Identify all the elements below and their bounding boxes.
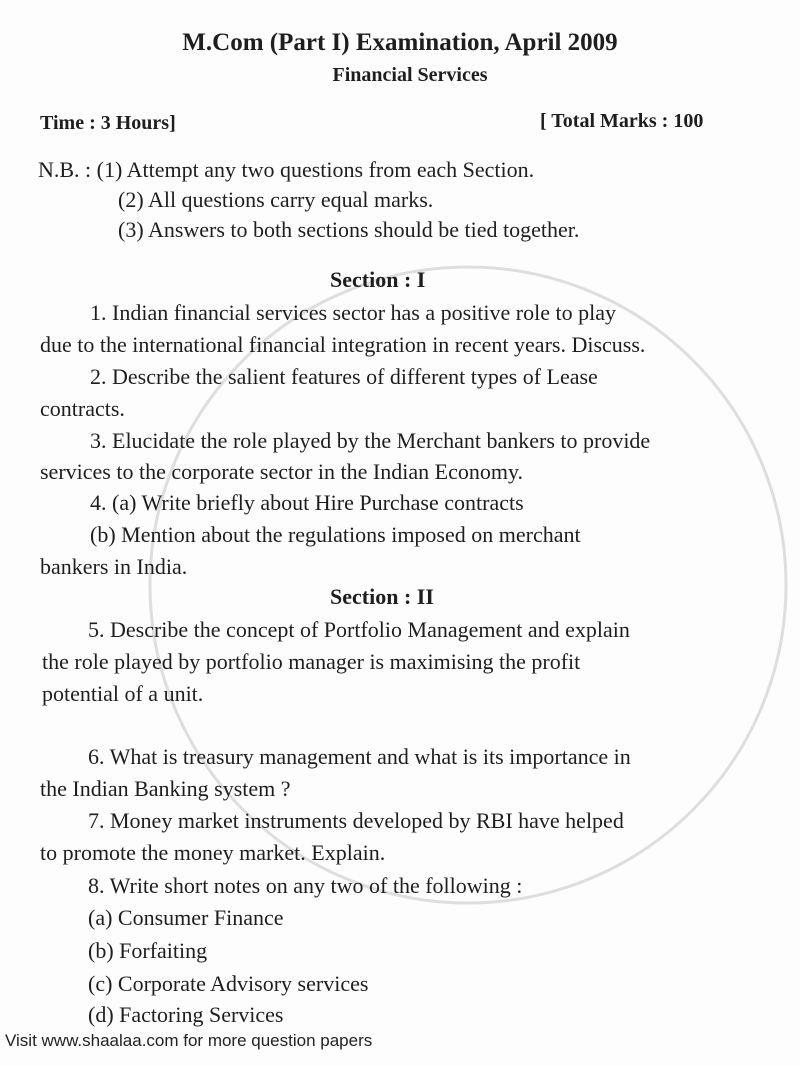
exam-title: M.Com (Part I) Examination, April 2009 <box>182 29 618 56</box>
question-line: 2. Describe the salient features of different types of Lease <box>90 364 598 389</box>
section-1-heading: Section : I <box>330 267 426 292</box>
question-line: 7. Money market instruments developed by RBI have helped <box>88 808 624 833</box>
section-2-heading: Section : II <box>330 584 434 609</box>
instruction-2: (2) All questions carry equal marks. <box>118 187 434 212</box>
question-line: contracts. <box>40 396 125 421</box>
question-line: to promote the money market. Explain. <box>40 840 386 865</box>
question-line: (a) Consumer Finance <box>88 905 284 930</box>
question-line: 8. Write short notes on any two of the following : <box>88 873 523 898</box>
instruction-1: N.B. : (1) Attempt any two questions from each Section. <box>38 157 535 182</box>
question-line: bankers in India. <box>40 554 188 579</box>
question-line: 1. Indian financial services sector has a positive role to play <box>90 300 616 325</box>
question-line: potential of a unit. <box>42 681 204 706</box>
footer-link[interactable]: Visit www.shaalaa.com for more question papers <box>5 1031 373 1050</box>
exam-time: Time : 3 Hours] <box>40 112 176 134</box>
question-line: services to the corporate sector in the Indian Economy. <box>40 459 524 484</box>
question-line: (b) Mention about the regulations imposed on merchant <box>90 522 581 547</box>
question-line: (b) Forfaiting <box>88 938 208 963</box>
question-line: 3. Elucidate the role played by the Merchant bankers to provide <box>90 428 651 453</box>
question-line: 6. What is treasury management and what is its importance in <box>88 744 631 769</box>
question-line: due to the international financial integration in recent years. Discuss. <box>40 332 646 357</box>
question-line: 5. Describe the concept of Portfolio Management and explain <box>88 617 630 642</box>
question-line: (d) Factoring Services <box>88 1002 284 1027</box>
question-line: the role played by portfolio manager is maximising the profit <box>42 649 581 674</box>
instruction-3: (3) Answers to both sections should be tied together. <box>118 217 580 242</box>
question-line: (c) Corporate Advisory services <box>88 971 369 996</box>
question-line: the Indian Banking system ? <box>40 776 291 801</box>
question-line: 4. (a) Write briefly about Hire Purchase contracts <box>90 490 524 515</box>
subject-title: Financial Services <box>332 64 488 86</box>
total-marks: [ Total Marks : 100 <box>540 110 704 132</box>
